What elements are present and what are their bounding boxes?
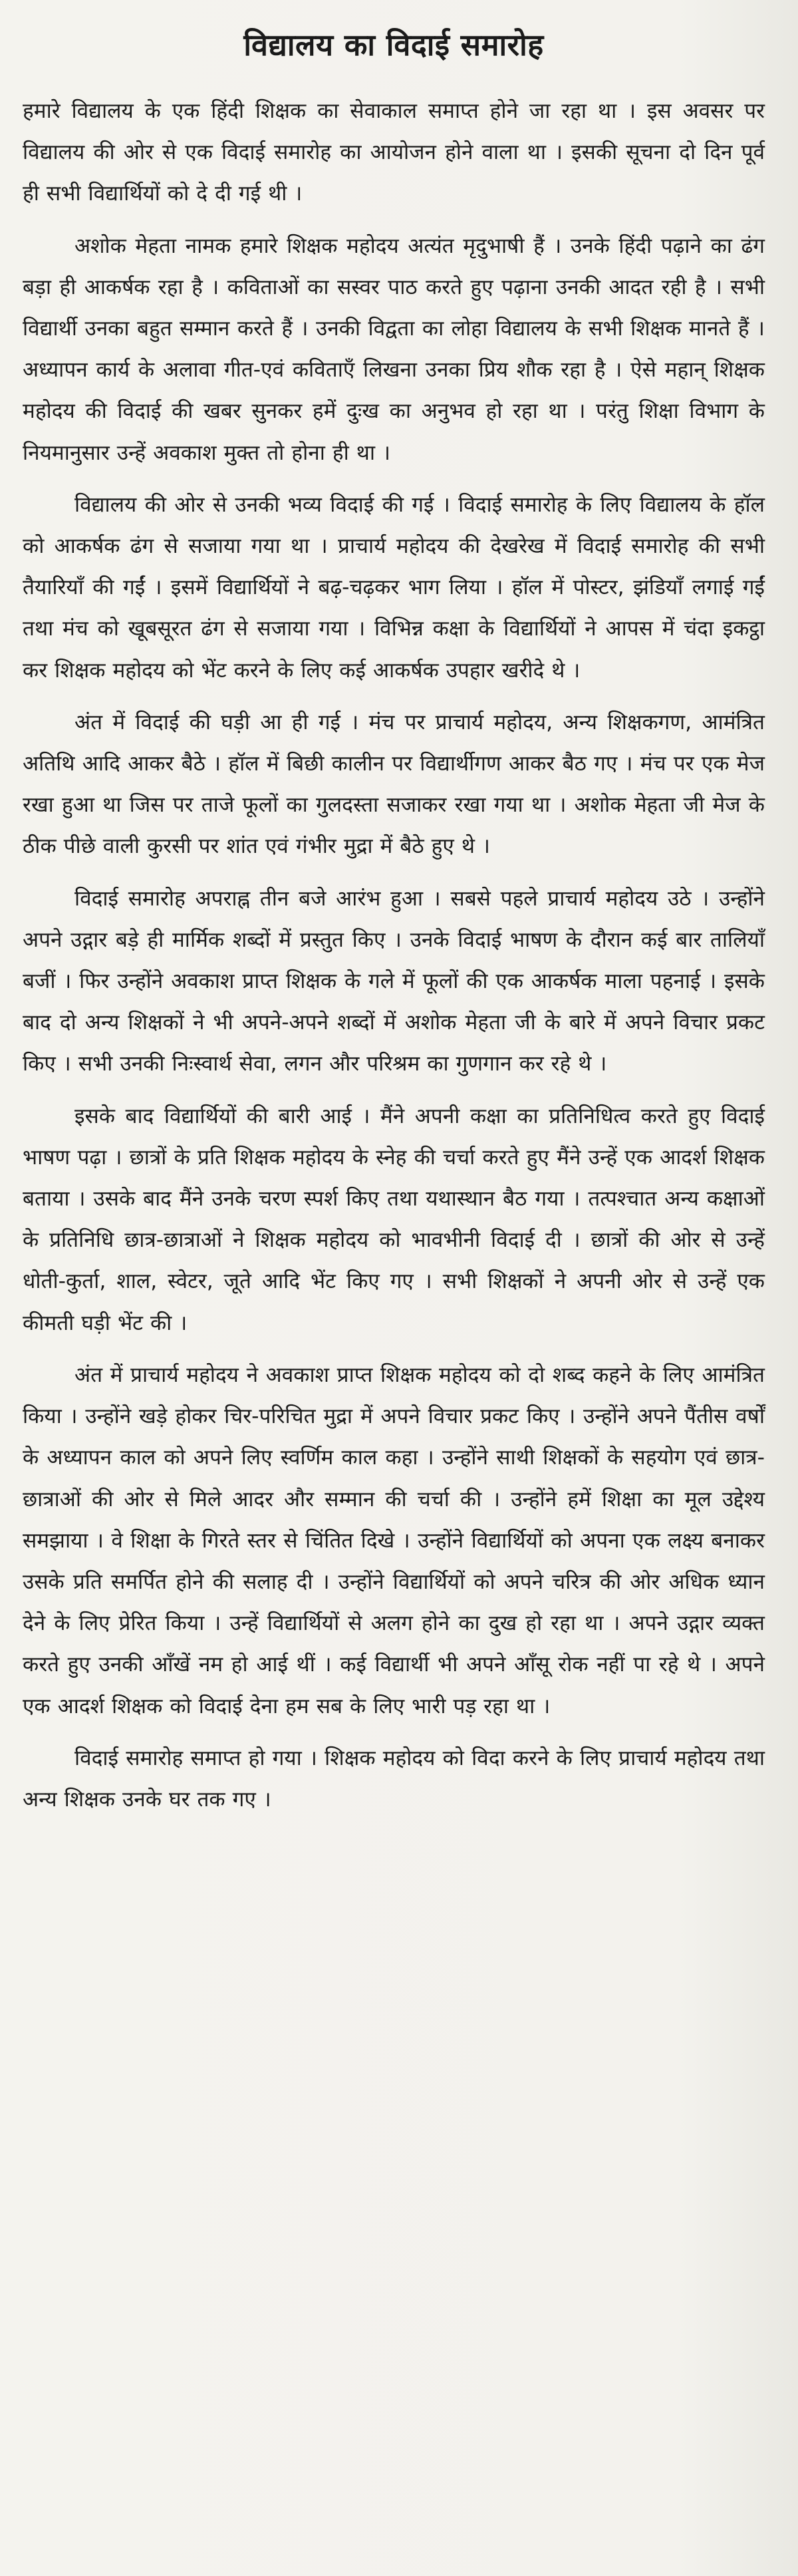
paragraph-6: इसके बाद विद्यार्थियों की बारी आई । मैंने अपनी कक्षा का प्रतिनिधित्व करते हुए विदाई भाषण पढ़ा । छात्रों के प्रति शिक्षक महोदय के स्नेह की चर्चा करते हुए मैंने उन्हें एक आदर्श शिक्षक बताया । उसके बाद मैंने उनके चरण स्पर्श किए तथा यथास्थान बैठ गया । तत्पश्चात अन्य कक्षाओं के प्रतिनिधि छात्र-छात्राओं ने शिक्षक महोदय को भावभीनी विदाई दी । छात्रों की ओर से उन्हें धोती-कुर्ता, शाल, स्वेटर, जूते आदि भेंट किए गए । सभी शिक्षकों ने अपनी ओर से उन्हें एक कीमती घड़ी भेंट की । xyxy=(23,1104,765,1335)
document-title: विद्यालय का विदाई समारोह xyxy=(243,27,544,63)
paragraph-4: अंत में विदाई की घड़ी आ ही गई । मंच पर प्राचार्य महोदय, अन्य शिक्षकगण, आमंत्रित अतिथि आदि आकर बैठे । हॉल में बिछी कालीन पर विद्यार्थीगण आकर बैठ गए । मंच पर एक मेज रखा हुआ था जिस पर ताजे फूलों का गुलदस्ता सजाकर रखा गया था । अशोक मेहता जी मेज के ठीक पीछे वाली कुरसी पर शांत एवं गंभीर मुद्रा में बैठे हुए थे । xyxy=(23,710,765,859)
paragraph-7: अंत में प्राचार्य महोदय ने अवकाश प्राप्त शिक्षक महोदय को दो शब्द कहने के लिए आमंत्रित किया । उन्होंने खड़े होकर चिर-परिचित मुद्रा में अपने विचार प्रकट किए । उन्होंने अपने पैंतीस वर्षों के अध्यापन काल को अपने लिए स्वर्णिम काल कहा । उन्होंने साथी शिक्षकों के सहयोग एवं छात्र-छात्राओं की ओर से मिले आदर और सम्मान की चर्चा की । उन्होंने हमें शिक्षा का मूल उद्देश्य समझाया । वे शिक्षा के गिरते स्तर से चिंतित दिखे । उन्होंने विद्यार्थियों को अपना एक लक्ष्य बनाकर उसके प्रति समर्पित होने की सलाह दी । उन्होंने विद्यार्थियों को अपने चरित्र की ओर अधिक ध्यान देने के लिए प्रेरित किया । उन्हें विद्यार्थियों से अलग होने का दुख हो रहा था । अपने उद्गार व्यक्त करते हुए उनकी आँखें नम हो आई थीं । कई विद्यार्थी भी अपने आँसू रोक नहीं पा रहे थे । अपने एक आदर्श शिक्षक को विदाई देना हम सब के लिए भारी पड़ रहा था । xyxy=(23,1363,765,1718)
paragraph-1: हमारे विद्यालय के एक हिंदी शिक्षक का सेवाकाल समाप्त होने जा रहा था । इस अवसर पर विद्यालय की ओर से एक विदाई समारोह का आयोजन होने वाला था । इसकी सूचना दो दिन पूर्व ही सभी विद्यार्थियों को दे दी गई थी । xyxy=(23,99,765,206)
paragraph-2: अशोक मेहता नामक हमारे शिक्षक महोदय अत्यंत मृदुभाषी हैं । उनके हिंदी पढ़ाने का ढंग बड़ा ही आकर्षक रहा है । कविताओं का सस्वर पाठ करते हुए पढ़ाना उनकी आदत रही है । सभी विद्यार्थी उनका बहुत सम्मान करते हैं । उनकी विद्वता का लोहा विद्यालय के सभी शिक्षक मानते हैं । अध्यापन कार्य के अलावा गीत-एवं कविताएँ लिखना उनका प्रिय शौक रहा है । ऐसे महान् शिक्षक महोदय की विदाई की खबर सुनकर हमें दुःख का अनुभव हो रहा था । परंतु शिक्षा विभाग के नियमानुसार उन्हें अवकाश मुक्त तो होना ही था । xyxy=(23,234,765,465)
paragraph-5: विदाई समारोह अपराह्न तीन बजे आरंभ हुआ । सबसे पहले प्राचार्य महोदय उठे । उन्होंने अपने उद्गार बड़े ही मार्मिक शब्दों में प्रस्तुत किए । उनके विदाई भाषण के दौरान कई बार तालियाँ बजीं । फिर उन्होंने अवकाश प्राप्त शिक्षक के गले में फूलों की एक आकर्षक माला पहनाई । इसके बाद दो अन्य शिक्षकों ने भी अपने-अपने शब्दों में अशोक मेहता जी के बारे में अपने विचार प्रकट किए । सभी उनकी निःस्वार्थ सेवा, लगन और परिश्रम का गुणगान कर रहे थे । xyxy=(23,886,765,1076)
paragraph-3: विद्यालय की ओर से उनकी भव्य विदाई की गई । विदाई समारोह के लिए विद्यालय के हॉल को आकर्षक ढंग से सजाया गया था । प्राचार्य महोदय की देखरेख में विदाई समारोह की सभी तैयारियाँ की गईं । इसमें विद्यार्थियों ने बढ़-चढ़कर भाग लिया । हॉल में पोस्टर, झंडियाँ लगाई गईं तथा मंच को खूबसूरत ढंग से सजाया गया । विभिन्न कक्षा के विद्यार्थियों ने आपस में चंदा इकट्ठा कर शिक्षक महोदय को भेंट करने के लिए कई आकर्षक उपहार खरीदे थे । xyxy=(23,492,765,683)
paragraph-8: विदाई समारोह समाप्त हो गया । शिक्षक महोदय को विदा करने के लिए प्राचार्य महोदय तथा अन्य शिक्षक उनके घर तक गए । xyxy=(23,1746,765,1812)
